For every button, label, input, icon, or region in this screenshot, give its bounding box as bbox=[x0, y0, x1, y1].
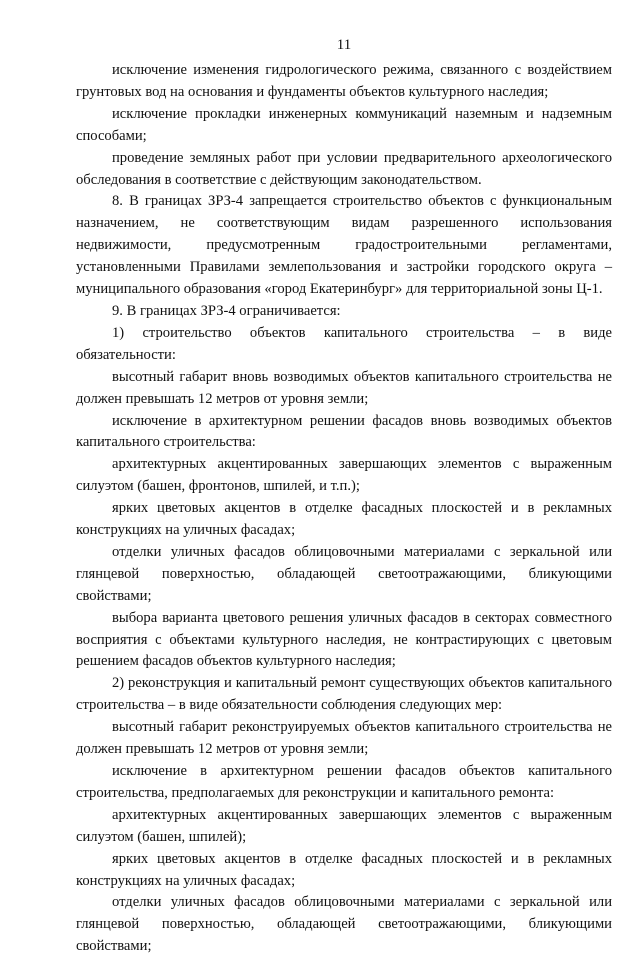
paragraph: отделки уличных фасадов облицовочными материалами с зеркальной или глянцевой поверхностью, обладающей светоотражающими, бликующими свойствами; bbox=[76, 894, 612, 955]
paragraph: исключение в архитектурном решении фасадов вновь возводимых объектов капитального строительства: bbox=[76, 412, 612, 451]
paragraph: архитектурных акцентированных завершающих элементов с выраженным силуэтом (башен, фронтонов, шпилей, и т.п.); bbox=[76, 456, 612, 495]
body-text bbox=[76, 60, 612, 958]
paragraph: архитектурных акцентированных завершающих элементов с выраженным силуэтом (башен, шпилей); bbox=[76, 806, 612, 845]
paragraph: отделки уличных фасадов облицовочными материалами с зеркальной или глянцевой поверхностью, обладающей светоотражающими, бликующими свойствами; bbox=[76, 543, 612, 604]
paragraph: исключение изменения гидрологического режима, связанного с воздействием грунтовых вод на основания и фундаменты объектов культурного наследия; bbox=[76, 62, 612, 100]
paragraph: выбора варианта цветового решения уличных фасадов в секторах совместного восприятия с объектами культурного наследия, не контрастирующих с цветовым решением фасадов объектов культурного наследия; bbox=[76, 609, 612, 670]
paragraph: 2) реконструкция и капитальный ремонт существующих объектов капитального строительства – в виде обязательности соблюдения следующих мер: bbox=[76, 675, 612, 714]
paragraph: высотный габарит реконструируемых объектов капитального строительства не должен превышать 12 метров от уровня земли; bbox=[76, 719, 612, 758]
paragraph: ярких цветовых акцентов в отделке фасадных плоскостей и в рекламных конструкциях на уличных фасадах; bbox=[76, 500, 612, 539]
page-number: 11 bbox=[336, 37, 352, 53]
paragraph: высотный габарит вновь возводимых объектов капитального строительства не должен превышать 12 метров от уровня земли; bbox=[76, 368, 612, 407]
paragraph: 8. В границах ЗРЗ-4 запрещается строительство объектов с функциональным назначением, не соответствующим видам разрешенного использования недвижимости, предусмотренным градостроительными регламентами, установленными Правилами землепользования и застройки городского округа – муниципального образования «город Екатеринбург» для территориальной зоны Ц-1. bbox=[76, 193, 612, 298]
paragraph: ярких цветовых акцентов в отделке фасадных плоскостей и в рекламных конструкциях на уличных фасадах; bbox=[76, 850, 612, 889]
paragraph: проведение земляных работ при условии предварительного археологического обследования в соответствие с действующим законодательством. bbox=[76, 149, 612, 188]
paragraph: 9. В границах ЗРЗ-4 ограничивается: bbox=[112, 302, 341, 319]
paragraph: исключение в архитектурном решении фасадов объектов капитального строительства, предполагаемых для реконструкции и капитального ремонта: bbox=[76, 763, 612, 801]
paragraph: исключение прокладки инженерных коммуникаций наземным и надземным способами; bbox=[76, 105, 612, 144]
paragraph: 1) строительство объектов капитального строительства – в виде обязательности: bbox=[76, 324, 612, 363]
